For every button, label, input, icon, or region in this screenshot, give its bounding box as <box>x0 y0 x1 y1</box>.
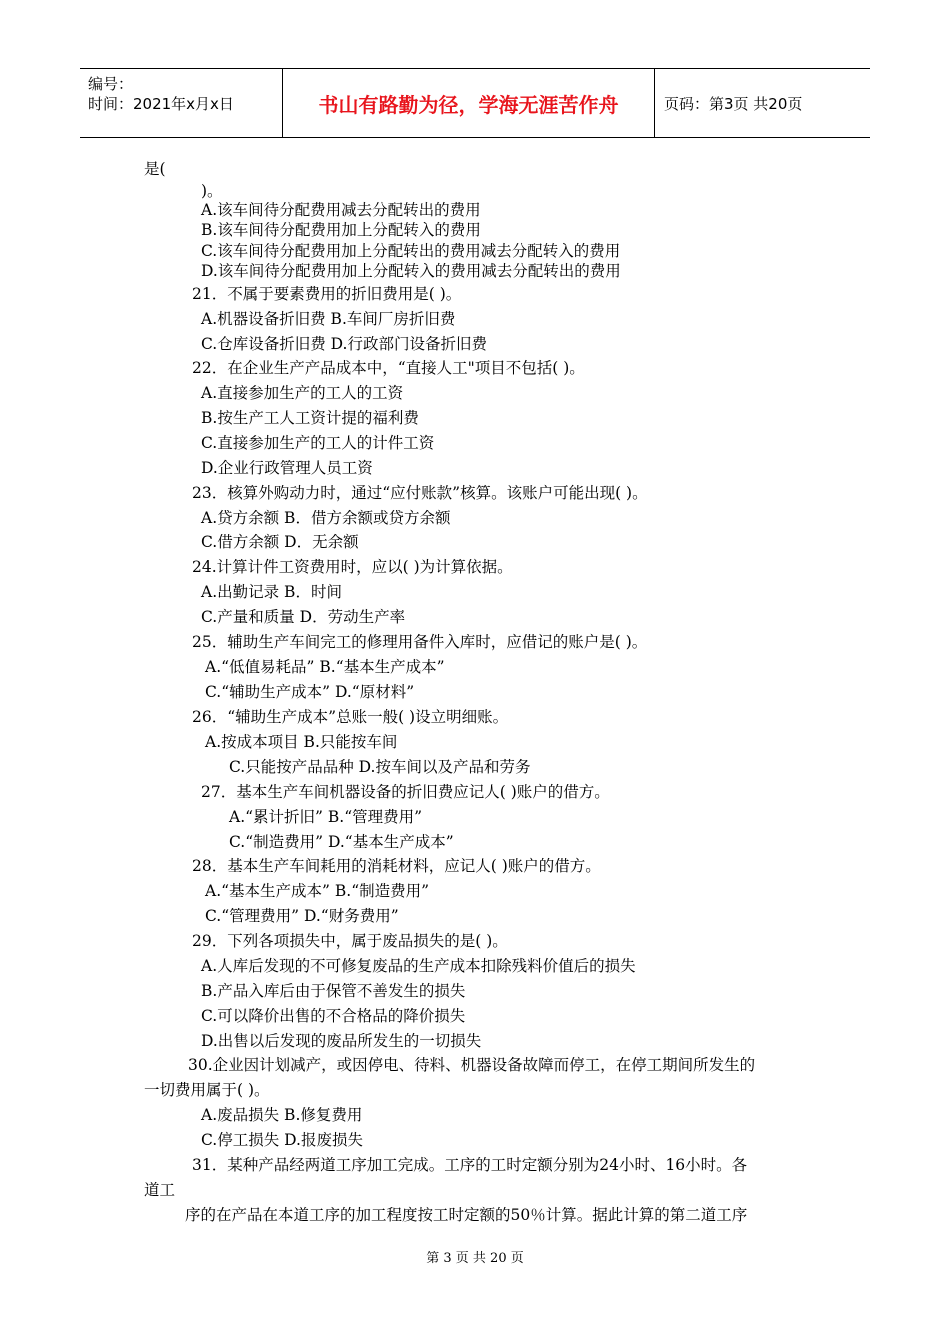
text-line: C.直接参加生产的工人的计件工资 <box>201 434 435 452</box>
text-line: C.“制造费用” D.“基本生产成本” <box>229 833 454 851</box>
text-line: 一切费用属于( )。 <box>144 1081 270 1099</box>
text-line: C.“管理费用” D.“财务费用” <box>205 907 399 925</box>
text-line: 25．辅助生产车间完工的修理用备件入库时，应借记的账户是( )。 <box>192 633 648 651</box>
text-line: A.贷方余额 B．借方余额或贷方余额 <box>201 509 451 527</box>
text-line: 序的在产品在本道工序的加工程度按工时定额的50％计算。据此计算的第二道工序 <box>185 1206 748 1224</box>
text-line: C.“辅助生产成本” D.“原材料” <box>205 683 415 701</box>
text-line: 30.企业因计划减产，或因停电、待料、机器设备故障而停工，在停工期间所发生的 <box>188 1056 756 1074</box>
text-line: 26．“辅助生产成本”总账一般( )设立明细账。 <box>192 708 509 726</box>
text-line: D.出售以后发现的废品所发生的一切损失 <box>201 1032 482 1050</box>
text-line: 21．不属于要素费用的折旧费用是( )。 <box>192 285 462 303</box>
text-line: C.仓库设备折旧费 D.行政部门设备折旧费 <box>201 335 487 353</box>
header-motto: 书山有路勤为径，学海无涯苦作舟 <box>283 69 655 137</box>
text-line: D.企业行政管理人员工资 <box>201 459 373 477</box>
text-line: 29．下列各项损失中，属于废品损失的是( )。 <box>192 932 508 950</box>
text-line: )。 <box>201 182 223 200</box>
text-line: 31．某种产品经两道工序加工完成。工序的工时定额分别为24小时、16小时。各 <box>192 1156 748 1174</box>
text-line: 是( <box>144 160 166 178</box>
text-line: C.借方余额 D．无余额 <box>201 533 359 551</box>
text-line: A.该车间待分配费用减去分配转出的费用 <box>201 201 481 219</box>
text-line: C.可以降价出售的不合格品的降价损失 <box>201 1007 466 1025</box>
text-line: C.停工损失 D.报废损失 <box>201 1131 363 1149</box>
text-line: B.产品入库后由于保管不善发生的损失 <box>201 982 466 1000</box>
text-line: C.产量和质量 D．劳动生产率 <box>201 608 406 626</box>
text-line: A.机器设备折旧费 B.车间厂房折旧费 <box>201 310 456 328</box>
text-line: C.该车间待分配费用加上分配转出的费用减去分配转入的费用 <box>201 242 621 260</box>
text-line: A.废品损失 B.修复费用 <box>201 1106 363 1124</box>
text-line: A.按成本项目 B.只能按车间 <box>205 733 398 751</box>
text-line: 27．基本生产车间机器设备的折旧费应记人( )账户的借方。 <box>201 783 610 801</box>
page-footer: 第 3 页 共 20 页 <box>426 1251 524 1266</box>
text-line: A.“低值易耗品” B.“基本生产成本” <box>205 658 445 676</box>
text-line: 24.计算计件工资费用时，应以( )为计算依据。 <box>192 558 513 576</box>
text-line: A.出勤记录 B．时间 <box>201 583 342 601</box>
header-meta-cell <box>80 69 283 137</box>
document-number-label: 编号： <box>88 75 134 93</box>
header-page-info: 页码：第3页 共20页 <box>664 95 803 113</box>
text-line: 道工 <box>144 1181 176 1199</box>
text-line: C.只能按产品品种 D.按车间以及产品和劳务 <box>229 758 531 776</box>
text-line: D.该车间待分配费用加上分配转入的费用减去分配转出的费用 <box>201 262 621 280</box>
text-line: A.“累计折旧” B.“管理费用” <box>229 808 423 826</box>
text-line: A.人库后发现的不可修复废品的生产成本扣除残料价值后的损失 <box>201 957 636 975</box>
page-header <box>80 68 870 138</box>
document-time-label: 时间：2021年x月x日 <box>88 95 234 113</box>
text-line: 28．基本生产车间耗用的消耗材料，应记人( )账户的借方。 <box>192 857 601 875</box>
text-line: A.“基本生产成本” B.“制造费用” <box>205 882 430 900</box>
text-line: B.该车间待分配费用加上分配转入的费用 <box>201 221 481 239</box>
text-line: 23．核算外购动力时，通过“应付账款”核算。该账户可能出现( )。 <box>192 484 648 502</box>
text-line: 22．在企业生产产品成本中，“直接人工"项目不包括( )。 <box>192 359 585 377</box>
text-line: B.按生产工人工资计提的福利费 <box>201 409 419 427</box>
text-line: A.直接参加生产的工人的工资 <box>201 384 404 402</box>
